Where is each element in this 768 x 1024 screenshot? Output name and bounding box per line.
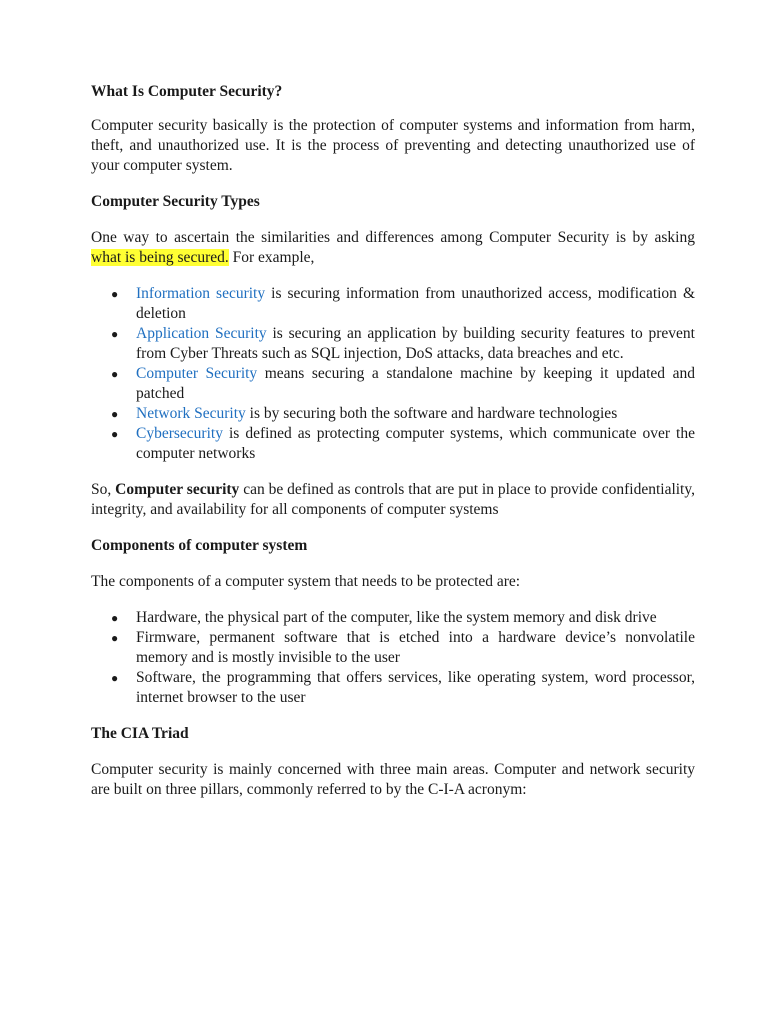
list-item-text: Hardware, the physical part of the computer, like the system memory and disk drive bbox=[136, 609, 657, 626]
list-item-text: is securing an application by building security features to prevent from Cyber Threats such as SQL injection, DoS attacks, data breaches and etc. bbox=[136, 325, 695, 362]
bullet-icon: ● bbox=[111, 611, 119, 625]
security-types-list bbox=[91, 284, 695, 464]
bullet-icon: ● bbox=[111, 671, 119, 685]
summary-text-end: can be defined as controls that are put in place to provide confidentiality, integrity, and availability for all components of computer systems bbox=[91, 481, 695, 518]
network-security-link[interactable]: Network Security bbox=[136, 405, 246, 422]
summary-text: So, bbox=[91, 481, 116, 498]
list-item bbox=[91, 628, 695, 668]
lead-text-end: For example, bbox=[228, 249, 315, 266]
document-title: What Is Computer Security? bbox=[91, 83, 283, 100]
application-security-link[interactable]: Application Security bbox=[136, 325, 267, 342]
cia-triad-paragraph: Computer security is mainly concerned with three main areas. Computer and network security are built on three pillars, commonly referred to by the C-I-A acronym: bbox=[91, 761, 695, 798]
list-item bbox=[91, 364, 695, 404]
bullet-icon: ● bbox=[111, 427, 119, 441]
security-types-heading: Computer Security Types bbox=[91, 193, 260, 210]
information-security-link[interactable]: Information security bbox=[136, 285, 266, 302]
components-heading: Components of computer system bbox=[91, 537, 308, 554]
bullet-icon: ● bbox=[111, 631, 119, 645]
list-item bbox=[91, 668, 695, 708]
components-list bbox=[91, 608, 695, 708]
lead-text: One way to ascertain the similarities and differences among Computer Security is by asking bbox=[91, 229, 695, 246]
intro-paragraph: Computer security basically is the protection of computer systems and information from harm, theft, and unauthorized use. It is the process of preventing and detecting unauthorized use of your computer system. bbox=[91, 117, 695, 174]
list-item bbox=[91, 324, 695, 364]
list-item-text: is securing information from unauthorized access, modification & deletion bbox=[136, 285, 695, 322]
summary-paragraph bbox=[91, 480, 695, 520]
list-item bbox=[91, 404, 695, 424]
bullet-icon: ● bbox=[111, 367, 119, 381]
computer-security-link[interactable]: Computer Security bbox=[136, 365, 258, 382]
list-item-text: Firmware, permanent software that is etched into a hardware device’s nonvolatile memory and is mostly invisible to the user bbox=[136, 629, 695, 666]
list-item bbox=[91, 284, 695, 324]
components-lead: The components of a computer system that needs to be protected are: bbox=[91, 573, 521, 590]
bullet-icon: ● bbox=[111, 407, 119, 421]
summary-bold-term: Computer security bbox=[115, 481, 240, 498]
cia-triad-heading: The CIA Triad bbox=[91, 725, 189, 742]
list-item-text: Software, the programming that offers services, like operating system, word processor, internet browser to the user bbox=[136, 669, 695, 706]
list-item bbox=[91, 608, 695, 628]
list-item bbox=[91, 424, 695, 464]
bullet-icon: ● bbox=[111, 327, 119, 341]
list-item-text: means securing a standalone machine by keeping it updated and patched bbox=[136, 365, 695, 402]
highlighted-phrase: what is being secured. bbox=[91, 249, 229, 266]
list-item-text: is by securing both the software and hardware technologies bbox=[245, 405, 618, 422]
cybersecurity-link[interactable]: Cybersecurity bbox=[136, 425, 223, 442]
bullet-icon: ● bbox=[111, 287, 119, 301]
list-item-text: is defined as protecting computer systems, which communicate over the computer networks bbox=[136, 425, 695, 462]
security-types-lead bbox=[91, 228, 695, 268]
